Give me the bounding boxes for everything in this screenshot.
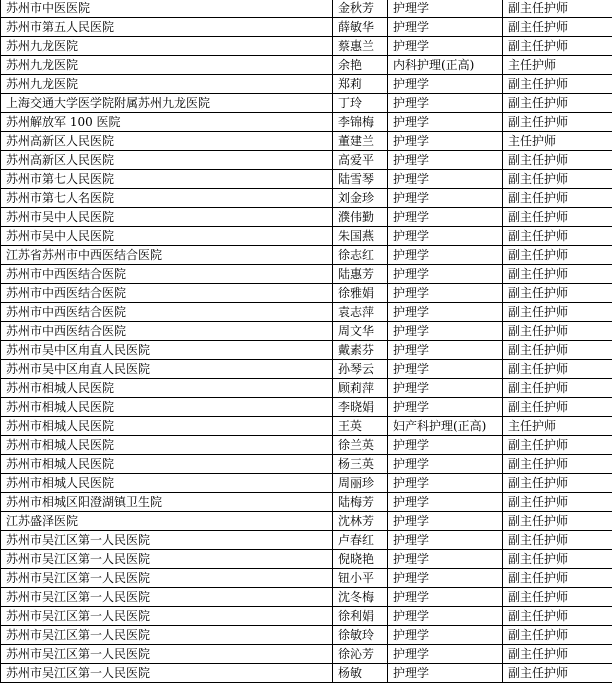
title-cell: 副主任护师 [503, 113, 612, 132]
table-row [1, 18, 612, 37]
name-cell: 卢春红 [333, 531, 388, 550]
title-cell: 副主任护师 [503, 512, 612, 531]
hospital-cell: 苏州市吴江区第一人民医院 [1, 569, 333, 588]
table-row [1, 569, 612, 588]
hospital-cell: 江苏盛泽医院 [1, 512, 333, 531]
hospital-cell: 苏州高新区人民医院 [1, 151, 333, 170]
name-cell: 刘金珍 [333, 189, 388, 208]
table-row [1, 607, 612, 626]
title-cell: 副主任护师 [503, 170, 612, 189]
name-cell: 徐兰英 [333, 436, 388, 455]
hospital-cell: 苏州九龙医院 [1, 37, 333, 56]
hospital-cell: 苏州市第七人民医院 [1, 170, 333, 189]
hospital-cell: 苏州市相城人民医院 [1, 417, 333, 436]
title-cell: 副主任护师 [503, 18, 612, 37]
hospital-cell: 苏州市吴中区甪直人民医院 [1, 360, 333, 379]
name-cell: 陆惠芳 [333, 265, 388, 284]
title-cell: 副主任护师 [503, 227, 612, 246]
hospital-cell: 苏州九龙医院 [1, 75, 333, 94]
specialty-cell: 护理学 [388, 379, 503, 398]
name-cell: 陆梅芳 [333, 493, 388, 512]
name-cell: 董建兰 [333, 132, 388, 151]
title-cell: 副主任护师 [503, 94, 612, 113]
specialty-cell: 护理学 [388, 588, 503, 607]
specialty-cell: 护理学 [388, 645, 503, 664]
table-row [1, 360, 612, 379]
specialty-cell: 护理学 [388, 512, 503, 531]
hospital-cell: 江苏省苏州市中西医结合医院 [1, 246, 333, 265]
hospital-cell: 苏州市相城人民医院 [1, 474, 333, 493]
specialty-cell: 妇产科护理(正高) [388, 417, 503, 436]
name-cell: 濮伟勤 [333, 208, 388, 227]
name-cell: 周丽珍 [333, 474, 388, 493]
table-row [1, 113, 612, 132]
hospital-cell: 苏州高新区人民医院 [1, 132, 333, 151]
table-row [1, 645, 612, 664]
name-cell: 朱国燕 [333, 227, 388, 246]
hospital-cell: 苏州市中医医院 [1, 0, 333, 18]
name-cell: 陆雪琴 [333, 170, 388, 189]
specialty-cell: 护理学 [388, 322, 503, 341]
table-row [1, 94, 612, 113]
hospital-cell: 苏州解放军 100 医院 [1, 113, 333, 132]
name-cell: 徐志红 [333, 246, 388, 265]
title-cell: 副主任护师 [503, 626, 612, 645]
table-row [1, 37, 612, 56]
personnel-table-body [1, 0, 612, 683]
hospital-cell: 苏州市第五人民医院 [1, 18, 333, 37]
table-row [1, 626, 612, 645]
table-row [1, 531, 612, 550]
hospital-cell: 苏州市第七人名医院 [1, 189, 333, 208]
specialty-cell: 护理学 [388, 664, 503, 683]
title-cell: 副主任护师 [503, 37, 612, 56]
name-cell: 周文华 [333, 322, 388, 341]
hospital-cell: 苏州市中西医结合医院 [1, 322, 333, 341]
table-row [1, 341, 612, 360]
table-row [1, 417, 612, 436]
name-cell: 戴素芬 [333, 341, 388, 360]
title-cell: 副主任护师 [503, 436, 612, 455]
table-row [1, 170, 612, 189]
name-cell: 丁玲 [333, 94, 388, 113]
name-cell: 薛敏华 [333, 18, 388, 37]
hospital-cell: 苏州九龙医院 [1, 56, 333, 75]
hospital-cell: 苏州市相城区阳澄湖镇卫生院 [1, 493, 333, 512]
specialty-cell: 护理学 [388, 208, 503, 227]
hospital-cell: 苏州市相城人民医院 [1, 455, 333, 474]
table-row [1, 246, 612, 265]
table-row [1, 398, 612, 417]
title-cell: 副主任护师 [503, 265, 612, 284]
hospital-cell: 苏州市相城人民医院 [1, 436, 333, 455]
title-cell: 主任护师 [503, 56, 612, 75]
name-cell: 杨敏 [333, 664, 388, 683]
table-row [1, 227, 612, 246]
specialty-cell: 护理学 [388, 0, 503, 18]
title-cell: 副主任护师 [503, 474, 612, 493]
title-cell: 副主任护师 [503, 75, 612, 94]
hospital-cell: 苏州市吴中人民医院 [1, 208, 333, 227]
specialty-cell: 护理学 [388, 18, 503, 37]
hospital-cell: 苏州市中西医结合医院 [1, 303, 333, 322]
table-row [1, 664, 612, 683]
table-row [1, 512, 612, 531]
table-row [1, 56, 612, 75]
name-cell: 徐雅娟 [333, 284, 388, 303]
table-row [1, 474, 612, 493]
hospital-cell: 苏州市相城人民医院 [1, 379, 333, 398]
hospital-cell: 苏州市中西医结合医院 [1, 284, 333, 303]
table-row [1, 208, 612, 227]
name-cell: 倪晓艳 [333, 550, 388, 569]
specialty-cell: 护理学 [388, 303, 503, 322]
title-cell: 副主任护师 [503, 322, 612, 341]
title-cell: 副主任护师 [503, 208, 612, 227]
specialty-cell: 护理学 [388, 37, 503, 56]
title-cell: 副主任护师 [503, 360, 612, 379]
title-cell: 主任护师 [503, 132, 612, 151]
hospital-cell: 苏州市吴江区第一人民医院 [1, 645, 333, 664]
table-row [1, 588, 612, 607]
specialty-cell: 护理学 [388, 531, 503, 550]
hospital-cell: 苏州市吴中人民医院 [1, 227, 333, 246]
table-row [1, 132, 612, 151]
title-cell: 副主任护师 [503, 303, 612, 322]
specialty-cell: 护理学 [388, 436, 503, 455]
name-cell: 杨三英 [333, 455, 388, 474]
title-cell: 副主任护师 [503, 341, 612, 360]
specialty-cell: 护理学 [388, 455, 503, 474]
specialty-cell: 护理学 [388, 94, 503, 113]
table-row [1, 284, 612, 303]
name-cell: 徐沁芳 [333, 645, 388, 664]
table-row [1, 265, 612, 284]
specialty-cell: 护理学 [388, 569, 503, 588]
hospital-cell: 苏州市吴江区第一人民医院 [1, 607, 333, 626]
name-cell: 郑莉 [333, 75, 388, 94]
title-cell: 副主任护师 [503, 645, 612, 664]
title-cell: 副主任护师 [503, 607, 612, 626]
specialty-cell: 护理学 [388, 341, 503, 360]
name-cell: 顾莉萍 [333, 379, 388, 398]
hospital-cell: 苏州市吴江区第一人民医院 [1, 664, 333, 683]
hospital-cell: 苏州市吴江区第一人民医院 [1, 588, 333, 607]
hospital-cell: 苏州市吴江区第一人民医院 [1, 626, 333, 645]
table-row [1, 550, 612, 569]
table-row [1, 0, 612, 18]
table-row [1, 322, 612, 341]
table-row [1, 75, 612, 94]
title-cell: 副主任护师 [503, 189, 612, 208]
specialty-cell: 护理学 [388, 360, 503, 379]
specialty-cell: 护理学 [388, 265, 503, 284]
name-cell: 李晓娟 [333, 398, 388, 417]
table-row [1, 303, 612, 322]
specialty-cell: 护理学 [388, 493, 503, 512]
table-row [1, 379, 612, 398]
specialty-cell: 护理学 [388, 189, 503, 208]
hospital-cell: 苏州市吴中区甪直人民医院 [1, 341, 333, 360]
name-cell: 蔡惠兰 [333, 37, 388, 56]
specialty-cell: 护理学 [388, 474, 503, 493]
table-row [1, 436, 612, 455]
name-cell: 钮小平 [333, 569, 388, 588]
title-cell: 副主任护师 [503, 246, 612, 265]
name-cell: 徐利娟 [333, 607, 388, 626]
table-row [1, 493, 612, 512]
title-cell: 副主任护师 [503, 664, 612, 683]
title-cell: 副主任护师 [503, 588, 612, 607]
title-cell: 副主任护师 [503, 398, 612, 417]
title-cell: 副主任护师 [503, 455, 612, 474]
name-cell: 袁志萍 [333, 303, 388, 322]
specialty-cell: 护理学 [388, 75, 503, 94]
name-cell: 高爱平 [333, 151, 388, 170]
specialty-cell: 护理学 [388, 132, 503, 151]
title-cell: 副主任护师 [503, 493, 612, 512]
title-cell: 副主任护师 [503, 379, 612, 398]
name-cell: 孙琴云 [333, 360, 388, 379]
table-row [1, 151, 612, 170]
hospital-cell: 苏州市中西医结合医院 [1, 265, 333, 284]
specialty-cell: 护理学 [388, 113, 503, 132]
title-cell: 主任护师 [503, 417, 612, 436]
title-cell: 副主任护师 [503, 569, 612, 588]
name-cell: 沈林芳 [333, 512, 388, 531]
hospital-cell: 苏州市吴江区第一人民医院 [1, 531, 333, 550]
name-cell: 金秋芳 [333, 0, 388, 18]
title-cell: 副主任护师 [503, 531, 612, 550]
specialty-cell: 护理学 [388, 607, 503, 626]
hospital-cell: 苏州市相城人民医院 [1, 398, 333, 417]
name-cell: 徐敏玲 [333, 626, 388, 645]
specialty-cell: 护理学 [388, 151, 503, 170]
title-cell: 副主任护师 [503, 284, 612, 303]
title-cell: 副主任护师 [503, 151, 612, 170]
name-cell: 王英 [333, 417, 388, 436]
title-cell: 副主任护师 [503, 0, 612, 18]
specialty-cell: 护理学 [388, 626, 503, 645]
name-cell: 李锦梅 [333, 113, 388, 132]
specialty-cell: 护理学 [388, 398, 503, 417]
name-cell: 余艳 [333, 56, 388, 75]
specialty-cell: 护理学 [388, 227, 503, 246]
specialty-cell: 护理学 [388, 550, 503, 569]
hospital-cell: 苏州市吴江区第一人民医院 [1, 550, 333, 569]
specialty-cell: 内科护理(正高) [388, 56, 503, 75]
specialty-cell: 护理学 [388, 284, 503, 303]
hospital-cell: 上海交通大学医学院附属苏州九龙医院 [1, 94, 333, 113]
specialty-cell: 护理学 [388, 246, 503, 265]
table-row [1, 455, 612, 474]
table-row [1, 189, 612, 208]
name-cell: 沈冬梅 [333, 588, 388, 607]
title-cell: 副主任护师 [503, 550, 612, 569]
specialty-cell: 护理学 [388, 170, 503, 189]
